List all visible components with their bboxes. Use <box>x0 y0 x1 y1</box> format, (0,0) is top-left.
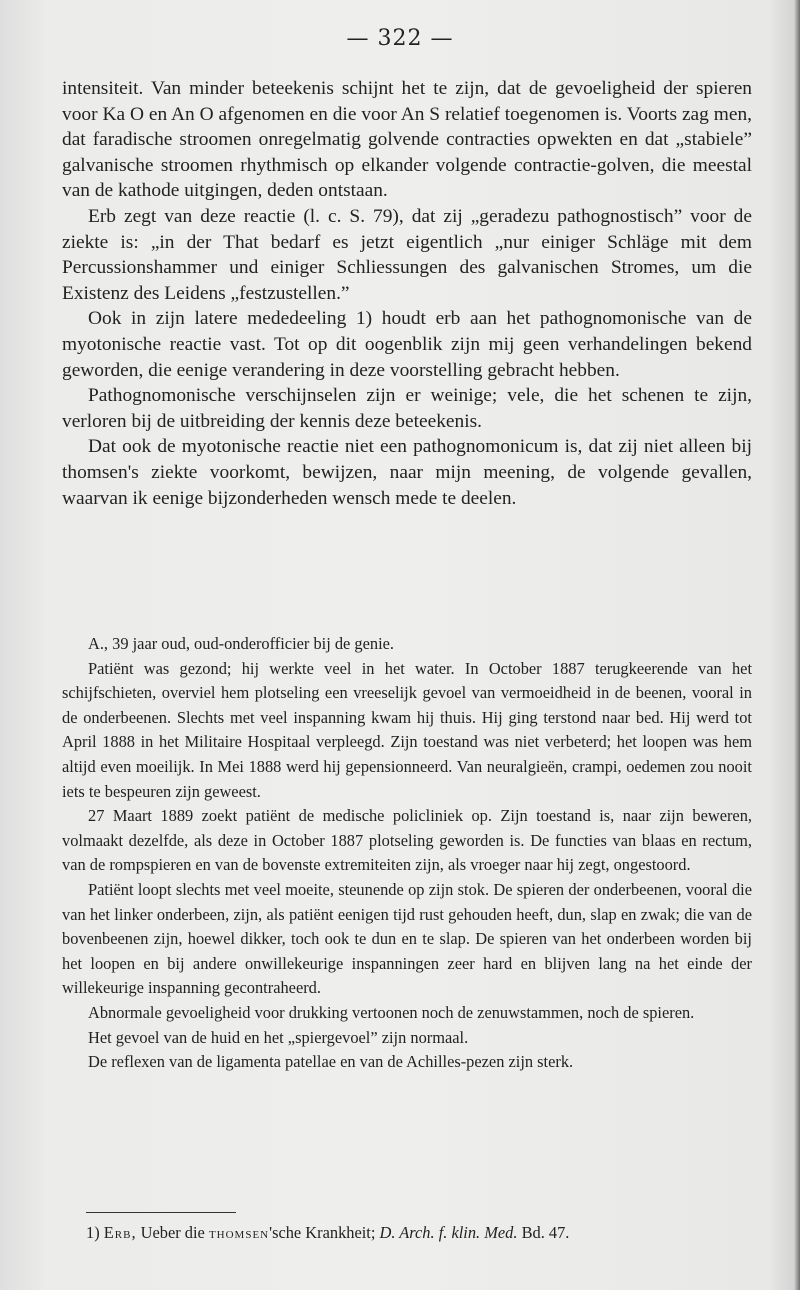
case-history: Patiënt was gezond; hij werkte veel in het water. In October 1887 terugkeerende van het schijfschieten, overviel hem plotseling een vreeselijk gevoel van vermoeidheid in de beenen, vooral in de onderbeenen. Slechts met veel inspanning kwam hij thuis. Hij ging terstond naar bed. Hij werd tot April 1888 in het Militaire Hospitaal verpleegd. Zijn toestand was niet verbeterd; het loopen was hem altijd even moeilijk. In Mei 1888 werd hij gepensionneerd. Van neuralgieën, crampi, oedemen zou nooit iets te bespeuren zijn geweest. <box>62 658 752 801</box>
footnote-journal: D. Arch. f. klin. Med. <box>379 1223 518 1242</box>
case-reflexes: De reflexen van de ligamenta patellae en van de Achilles-pezen zijn sterk. <box>88 1052 574 1072</box>
footnote-volume: Bd. 47. <box>521 1223 570 1242</box>
footnote-text-b: 'sche Krankheit; <box>269 1223 376 1242</box>
paragraph-intensiteit: intensiteit. Van minder beteekenis schijnt het te zijn, dat de gevoeligheid der spieren voor Ka O en An O afgenomen en die voor An S relatief toegenomen is. Voorts zag men, dat faradische stroomen onregelmatig golvende contracties opwekten en dat „stabiele” galvanische stroomen rhythmisch op elkander volgende contractie-golven, die meestal van de kathode uitgingen, deden ontstaan. <box>62 78 752 202</box>
footnote-marker: 1) <box>86 1223 100 1242</box>
paragraph-myotonische-reactie: Dat ook de myotonische reactie niet een pathognomonicum is, dat zij niet alleen bij thomsen's ziekte voorkomt, bewijzen, naar mijn meening, de volgende gevallen, waarvan ik eenige bijzonderheden wensch mede te deelen. <box>62 436 752 509</box>
footnote-text-a: Ueber die <box>140 1223 205 1242</box>
paragraph-erb-quote: Erb zegt van deze reactie (l. c. S. 79), dat zij „geradezu pathognostisch” voor de ziekte is: „in der That bedarf es jetzt eigentlich „nur einiger Schläge mit dem Percussionshammer und einiger Schliessungen des galvanischen Stromes, um die Existenz des Leidens „festzustellen.” <box>62 205 752 304</box>
paragraph-latere-mededeeling: Ook in zijn latere mededeeling 1) houdt erb aan het pathognomonische van de myotonische reactie vast. Tot op dit oogenblik zijn mij geen verhandelingen bekend geworden, die eenige verandering in deze voorstelling gebracht hebben. <box>62 308 752 381</box>
footnote-rule <box>86 1212 236 1213</box>
footnote-name: thomsen <box>208 1223 270 1242</box>
footnote <box>86 1222 756 1244</box>
case-sensation: Het gevoel van de huid en het „spiergevoel” zijn normaal. <box>88 1027 469 1047</box>
case-intro: A., 39 jaar oud, oud-onderofficier bij de genie. <box>88 634 395 653</box>
page-number: — 322 — <box>346 26 454 51</box>
paragraph-pathognomonische: Pathognomonische verschijnselen zijn er weinige; vele, die het schenen te zijn, verloren bij de uitbreiding der kennis deze beteekenis. <box>62 385 752 432</box>
case-report <box>62 632 752 1075</box>
page-edge-shadow <box>794 0 800 1290</box>
footnote-author: Erb, <box>103 1223 137 1242</box>
case-pressure: Abnormale gevoeligheid voor drukking vertoonen noch de zenuwstammen, noch de spieren. <box>88 1002 695 1022</box>
main-text <box>62 76 752 511</box>
case-walking: Patiënt loopt slechts met veel moeite, steunende op zijn stok. De spieren der onderbeenen, vooral die van het linker onderbeen, zijn, als patiënt eenigen tijd rust gehouden heeft, dun, slap en zwak; die van de bovenbeenen zijn, hoewel dikker, toch ook te dun en te slap. De spieren van het onderbeen worden bij het loopen en bij andere onwillekeurige inspanningen zeer hard en blijven lang na het einde der willekeurige inspanning gecontraheerd. <box>62 879 752 998</box>
case-visit: 27 Maart 1889 zoekt patiënt de medische policliniek op. Zijn toestand is, naar zijn beweren, volmaakt dezelfde, als deze in October 1887 plotseling geworden is. De functies van blaas en rectum, van de rompspieren en van de bovenste extremiteiten zijn, als vroeger naar hij zegt, ongestoord. <box>62 806 752 875</box>
